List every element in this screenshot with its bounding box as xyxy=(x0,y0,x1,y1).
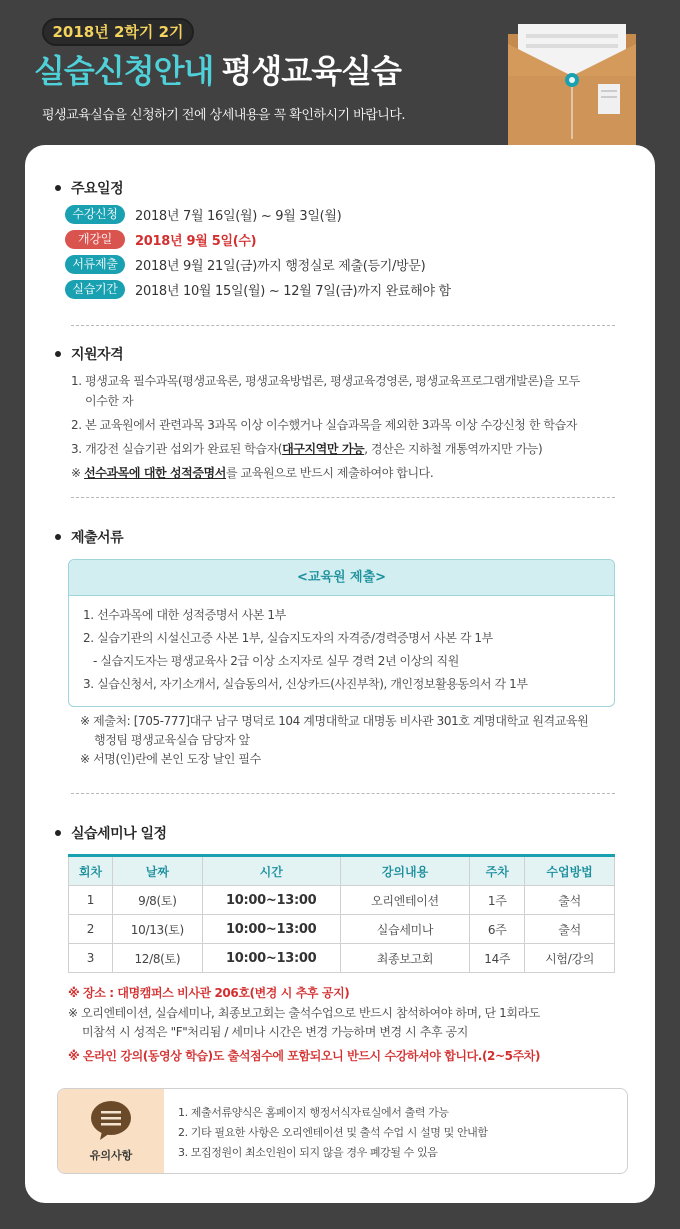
table-cell: 실습세미나 xyxy=(340,915,470,944)
schedule-badge: 서류제출 xyxy=(65,255,125,274)
table-cell: 10:00~13:00 xyxy=(202,915,340,944)
document-item: 1. 선수과목에 대한 성적증명서 사본 1부 xyxy=(83,608,286,622)
qualification-note: ※ 선수과목에 대한 성적증명서를 교육원으로 반드시 제출하여야 합니다. xyxy=(71,466,434,480)
divider xyxy=(71,793,615,794)
table-cell: 출석 xyxy=(525,915,615,944)
page-title xyxy=(34,46,401,92)
table-cell: 10:00~13:00 xyxy=(202,886,340,915)
table-cell: 10/13(토) xyxy=(112,915,202,944)
online-note: ※ 온라인 강의(동영상 학습)도 출석점수에 포함되오니 반드시 수강하셔야 합니다.(2~5주차) xyxy=(68,1049,541,1063)
schedule-text: 2018년 10월 15일(월) ~ 12월 7일(금)까지 완료해야 함 xyxy=(135,284,451,299)
qualification-item-cont: 이수한 자 xyxy=(85,394,134,408)
table-cell: 6주 xyxy=(470,915,525,944)
document-item: 3. 실습신청서, 자기소개서, 실습동의서, 신상카드(사진부착), 개인정보활용동의서 각 1부 xyxy=(83,677,528,691)
qualification-item: 3. 개강전 실습기관 섭외가 완료된 학습자(대구지역만 가능, 경산은 지하철 개통역까지만 가능) xyxy=(71,442,543,456)
seal-note: ※ 서명(인)란에 본인 도장 날인 필수 xyxy=(80,752,261,766)
table-cell: 3 xyxy=(69,944,113,973)
table-cell: 9/8(토) xyxy=(112,886,202,915)
schedule-badge: 실습기간 xyxy=(65,280,125,299)
table-cell: 10:00~13:00 xyxy=(202,944,340,973)
documents-notes xyxy=(80,712,630,769)
table-header-row xyxy=(69,856,615,886)
schedule-row xyxy=(65,205,341,225)
divider xyxy=(71,497,615,498)
address-note: ※ 제출처: [705-777]대구 남구 명덕로 104 계명대학교 대명동 비사관 301호 계명대학교 원격교육원 xyxy=(80,714,589,728)
documents-box-title: <교육원 제출> xyxy=(69,560,614,596)
schedule-text: 2018년 9월 5일(수) xyxy=(135,234,257,249)
place-note: ※ 장소 : 대명캠퍼스 비사관 206호(변경 시 추후 공지) xyxy=(68,986,350,1000)
document-subitem: - 실습지도자는 평생교육사 2급 이상 소지자로 실무 경력 2년 이상의 직원 xyxy=(93,654,459,668)
table-cell: 시험/강의 xyxy=(525,944,615,973)
caution-label: 유의사항 xyxy=(89,1149,133,1162)
schedule-row xyxy=(65,280,451,300)
column-header: 시간 xyxy=(202,856,340,886)
semester-badge: 2018년 2학기 2기 xyxy=(42,18,194,46)
highlight-text: 선수과목에 대한 성적증명서 xyxy=(84,466,226,480)
table-row xyxy=(69,944,615,973)
table-cell: 최종보고회 xyxy=(340,944,470,973)
column-header: 주차 xyxy=(470,856,525,886)
section-title-documents: 제출서류 xyxy=(55,527,123,547)
schedule-row xyxy=(65,255,425,275)
title-part2: 평생교육실습 xyxy=(221,52,401,90)
column-header: 회차 xyxy=(69,856,113,886)
documents-list xyxy=(69,596,614,704)
header xyxy=(0,0,680,150)
schedule-badge: 개강일 xyxy=(65,230,125,249)
qualification-item: 2. 본 교육원에서 관련과목 3과목 이상 이수했거나 실습과목을 제외한 3과목 이상 수강신청 한 학습자 xyxy=(71,418,577,432)
page-subtitle: 평생교육실습을 신청하기 전에 상세내용을 꼭 확인하시기 바랍니다. xyxy=(42,108,406,123)
table-cell: 2 xyxy=(69,915,113,944)
address-note-cont: 행정팀 평생교육실습 담당자 앞 xyxy=(94,733,250,747)
envelope-icon xyxy=(508,24,636,146)
caution-item: 3. 모집정원이 최소인원이 되지 않을 경우 폐강될 수 있음 xyxy=(178,1146,438,1159)
table-cell: 출석 xyxy=(525,886,615,915)
caution-item: 1. 제출서류양식은 홈페이지 행정서식자료실에서 출력 가능 xyxy=(178,1106,449,1119)
content-card xyxy=(25,145,655,1203)
table-cell: 1 xyxy=(69,886,113,915)
column-header: 수업방법 xyxy=(525,856,615,886)
column-header: 강의내용 xyxy=(340,856,470,886)
caution-item: 2. 기타 필요한 사항은 오리엔테이션 및 출석 수업 시 설명 및 안내함 xyxy=(178,1126,488,1139)
section-title-seminar: 실습세미나 일정 xyxy=(55,823,167,843)
documents-box xyxy=(68,559,615,707)
schedule-badge: 수강신청 xyxy=(65,205,125,224)
schedule-text: 2018년 9월 21일(금)까지 행정실로 제출(등기/방문) xyxy=(135,259,426,274)
attendance-note: ※ 오리엔테이션, 실습세미나, 최종보고회는 출석수업으로 반드시 참석하여야 하며, 단 1회라도 미참석 시 성적은 "F"처리됨 / 세미나 시간은 변경 가능하며 변경 시 추후 공지 xyxy=(68,1006,540,1039)
document-item: 2. 실습기관의 시설신고증 사본 1부, 실습지도자의 자격증/경력증명서 사본 각 1부 xyxy=(83,631,493,645)
caution-list xyxy=(178,1103,488,1163)
qualification-item: 1. 평생교육 필수과목(평생교육론, 평생교육방법론, 평생교육경영론, 평생교육프로그램개발론)을 모두 xyxy=(71,374,580,388)
section-title-schedule: 주요일정 xyxy=(55,178,123,198)
caution-side xyxy=(58,1089,164,1174)
section-title-qualification: 지원자격 xyxy=(55,344,123,364)
column-header: 날짜 xyxy=(112,856,202,886)
highlight-text: 대구지역만 가능 xyxy=(282,442,365,456)
title-part1: 실습신청안내 xyxy=(34,52,214,90)
table-row xyxy=(69,915,615,944)
qualification-list xyxy=(71,371,631,483)
table-row xyxy=(69,886,615,915)
table-cell: 14주 xyxy=(470,944,525,973)
table-cell: 1주 xyxy=(470,886,525,915)
divider xyxy=(71,325,615,326)
schedule-text: 2018년 7월 16일(월) ~ 9월 3일(월) xyxy=(135,209,342,224)
speech-bubble-icon xyxy=(90,1099,132,1141)
seminar-table xyxy=(68,854,615,973)
table-cell: 오리엔테이션 xyxy=(340,886,470,915)
table-cell: 12/8(토) xyxy=(112,944,202,973)
caution-box xyxy=(57,1088,628,1174)
schedule-row xyxy=(65,230,256,250)
